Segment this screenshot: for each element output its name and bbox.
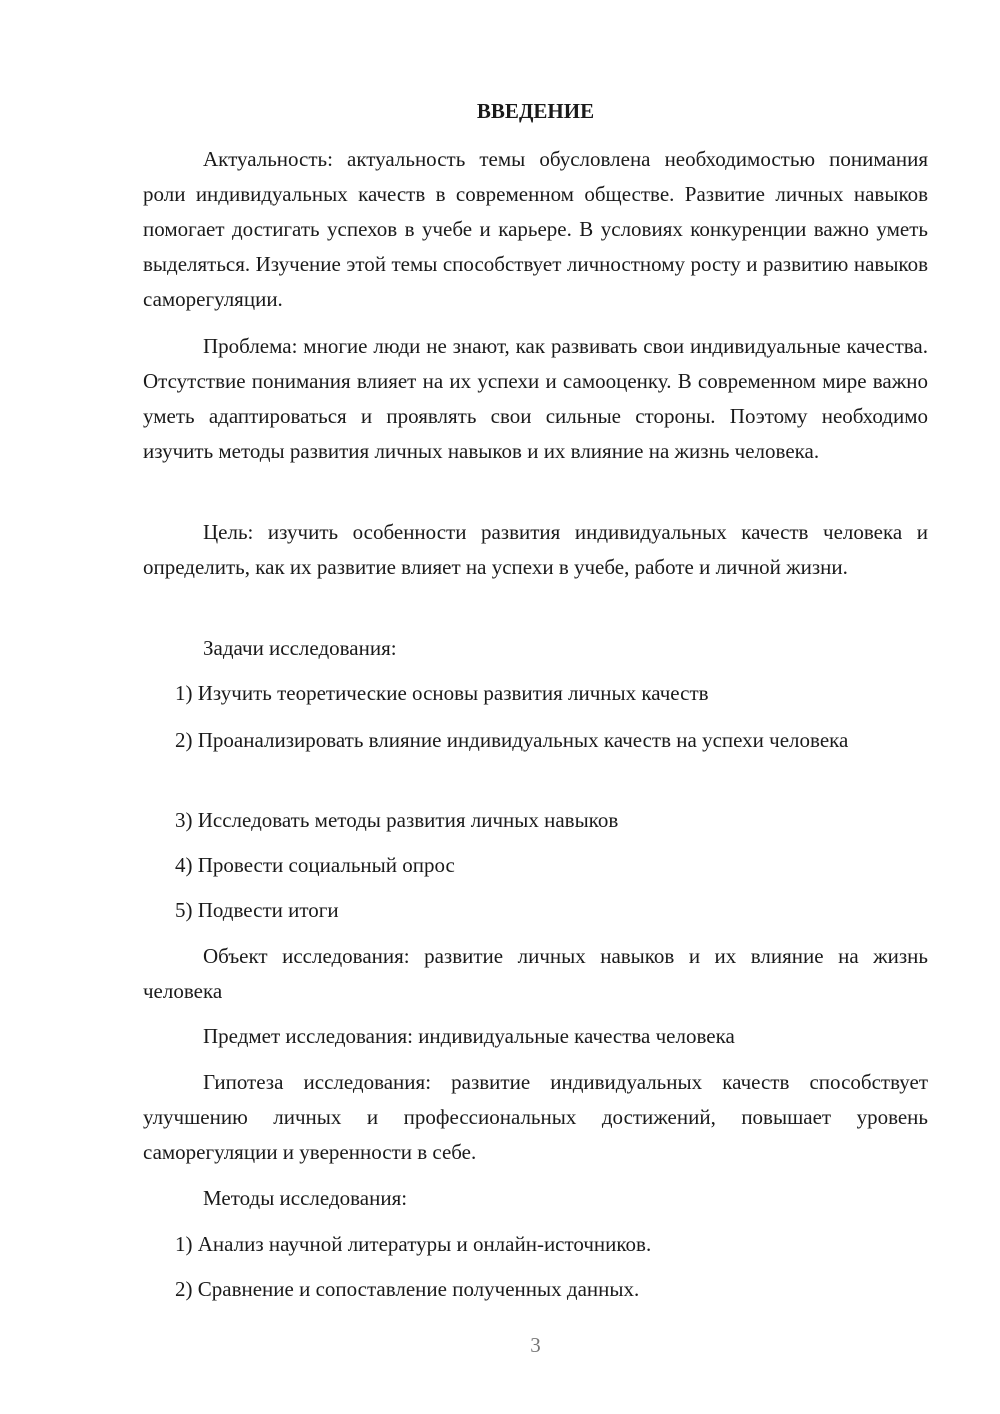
methods-heading: Методы исследования: [203, 1186, 408, 1210]
paragraph-object: Объект исследования: развитие личных навыков и их влияние на жизнь человека [143, 944, 928, 1003]
task-item-4: 4) Провести социальный опрос [175, 853, 455, 877]
page-number: 3 [530, 1333, 541, 1357]
paragraph-goal: Цель: изучить особенности развития индивидуальных качеств человека и определить, как их развитие влияет на успехи в учебе, работе и личной жизни. [143, 520, 928, 579]
paragraph-relevance: Актуальность: актуальность темы обусловлена необходимостью понимания роли индивидуальных качеств в современном обществе. Развитие личных навыков помогает достигать успехов в учебе и карьере. В условиях конкуренции важно уметь выделяться. Изучение этой темы способствует личностному росту и развитию навыков саморегуляции. [143, 147, 928, 311]
method-item-1: 1) Анализ научной литературы и онлайн-источников. [175, 1232, 652, 1256]
task-item-5: 5) Подвести итоги [175, 898, 339, 922]
paragraph-problem: Проблема: многие люди не знают, как развивать свои индивидуальные качества. Отсутствие понимания влияет на их успехи и самооценку. В современном мире важно уметь адаптироваться и проявлять свои сильные стороны. Поэтому необходимо изучить методы развития личных навыков и их влияние на жизнь человека. [143, 334, 928, 463]
paragraph-subject: Предмет исследования: индивидуальные качества человека [203, 1024, 735, 1048]
task-item-3: 3) Исследовать методы развития личных навыков [175, 808, 619, 832]
document-page [143, 0, 928, 1414]
section-title: ВВЕДЕНИЕ [476, 99, 595, 123]
task-item-2: 2) Проанализировать влияние индивидуальных качеств на успехи человека [175, 728, 849, 752]
method-item-2: 2) Сравнение и сопоставление полученных данных. [175, 1277, 640, 1301]
task-item-1: 1) Изучить теоретические основы развития личных качеств [175, 681, 709, 705]
tasks-heading: Задачи исследования: [203, 636, 397, 660]
paragraph-hypothesis: Гипотеза исследования: развитие индивидуальных качеств способствует улучшению личных и профессиональных достижений, повышает уровень саморегуляции и уверенности в себе. [143, 1070, 928, 1164]
